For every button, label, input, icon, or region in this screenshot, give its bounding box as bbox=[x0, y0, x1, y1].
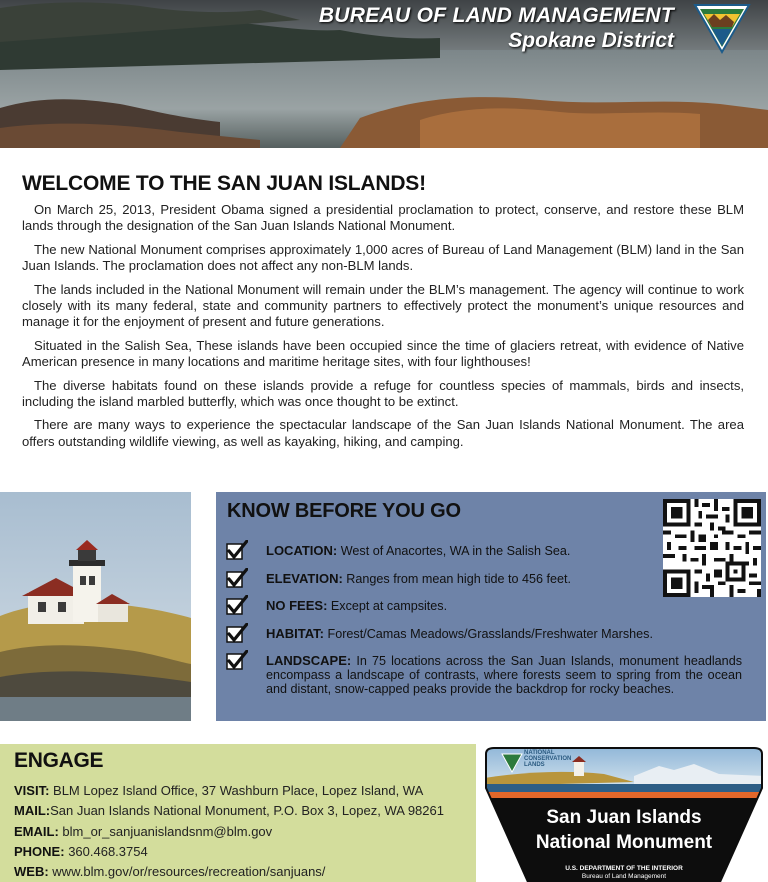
kb-value: West of Anacortes, WA in the Salish Sea. bbox=[340, 544, 571, 558]
monument-name-line1: San Juan Islands bbox=[546, 807, 702, 828]
blm-shield-icon bbox=[692, 2, 752, 54]
kb-label: HABITAT: bbox=[266, 626, 325, 641]
checkbox-checked-icon bbox=[226, 568, 248, 588]
engage-mail: MAIL:San Juan Islands National Monument, P.O. Box 3, Lopez, WA 98261 bbox=[14, 803, 444, 818]
lighthouse-photo bbox=[0, 492, 191, 721]
kb-value: In 75 locations across the San Juan Islands, monument headlands encompass a landscape of contrasts, where forests seem to spring from the ocean and distant, snow-capped peaks provide the backdrop for rocky beaches. bbox=[266, 654, 742, 696]
engage-panel bbox=[0, 744, 476, 882]
agency-title bbox=[319, 4, 674, 53]
kb-value: Except at campsites. bbox=[330, 599, 448, 613]
engage-web: WEB: www.blm.gov/or/resources/recreation/sanjuans/ bbox=[14, 864, 326, 879]
checkbox-checked-icon bbox=[226, 650, 248, 670]
header-banner bbox=[0, 0, 768, 148]
welcome-paragraph: On March 25, 2013, President Obama signed a presidential proclamation to protect, conserve, and restore these BLM lands through the designation of the San Juan Islands National Monument. bbox=[22, 202, 744, 234]
welcome-section bbox=[22, 172, 744, 457]
know-before-title: KNOW BEFORE YOU GO bbox=[227, 500, 461, 522]
agency-name: BUREAU OF LAND MANAGEMENT bbox=[318, 4, 674, 27]
kb-value: Ranges from mean high tide to 456 feet. bbox=[346, 572, 572, 586]
welcome-paragraph: The diverse habitats found on these islands provide a refuge for countless species of mammals, birds and insects, including the island marbled butterfly, which was once thought to be extinct. bbox=[22, 377, 744, 410]
kb-label: LOCATION: bbox=[266, 543, 338, 558]
engage-phone: PHONE: 360.468.3754 bbox=[14, 844, 148, 859]
welcome-paragraph: The lands included in the National Monument will remain under the BLM’s management. The agency will continue to work closely with its many federal, state and community partners to effectively protect the monument’s unique resources and manage it for the enjoyment of present and future generations. bbox=[22, 281, 744, 330]
welcome-paragraph: Situated in the Salish Sea, These islands have been occupied since the time of glaciers retreat, with evidence of Native American presence in many locations and maritime heritage sites, with four lighthouses! bbox=[22, 337, 744, 370]
kb-label: NO FEES: bbox=[266, 598, 328, 613]
conservation-badge: NATIONAL CONSERVATION LANDS bbox=[524, 750, 572, 768]
engage-title: ENGAGE bbox=[14, 749, 104, 772]
monument-name-line2: National Monument bbox=[535, 832, 713, 853]
checkbox-checked-icon bbox=[226, 623, 248, 643]
welcome-paragraph: The new National Monument comprises approximately 1,000 acres of Bureau of Land Management (BLM) land in the San Juan Islands. The proclamation does not affect any non-BLM lands. bbox=[22, 241, 744, 274]
kb-label: ELEVATION: bbox=[266, 571, 343, 586]
engage-email: EMAIL: blm_or_sanjuanislandsnm@blm.gov bbox=[14, 824, 273, 839]
kb-label: LANDSCAPE: bbox=[266, 653, 352, 668]
dept-line2: Bureau of Land Management bbox=[581, 873, 667, 880]
engage-visit: VISIT: BLM Lopez Island Office, 37 Washburn Place, Lopez Island, WA bbox=[14, 783, 424, 798]
checkbox-checked-icon bbox=[226, 595, 248, 615]
welcome-title: WELCOME TO THE SAN JUAN ISLANDS! bbox=[22, 172, 426, 195]
kb-value: Forest/Camas Meadows/Grasslands/Freshwater Marshes. bbox=[327, 627, 653, 641]
district-name: Spokane District bbox=[508, 29, 674, 52]
email-link[interactable]: blm_or_sanjuanislandsnm@blm.gov bbox=[62, 824, 273, 839]
qr-code bbox=[663, 499, 761, 597]
dept-line1: U.S. DEPARTMENT OF THE INTERIOR bbox=[565, 865, 683, 872]
monument-sign bbox=[484, 746, 764, 882]
web-link[interactable]: www.blm.gov/or/resources/recreation/sanjuans/ bbox=[52, 864, 326, 879]
welcome-paragraph: There are many ways to experience the spectacular landscape of the San Juan Islands National Monument. The area offers outstanding wildlife viewing, as well as kayaking, hiking, and camping. bbox=[22, 417, 744, 449]
checkbox-checked-icon bbox=[226, 540, 248, 560]
know-before-you-go-panel bbox=[216, 492, 766, 721]
